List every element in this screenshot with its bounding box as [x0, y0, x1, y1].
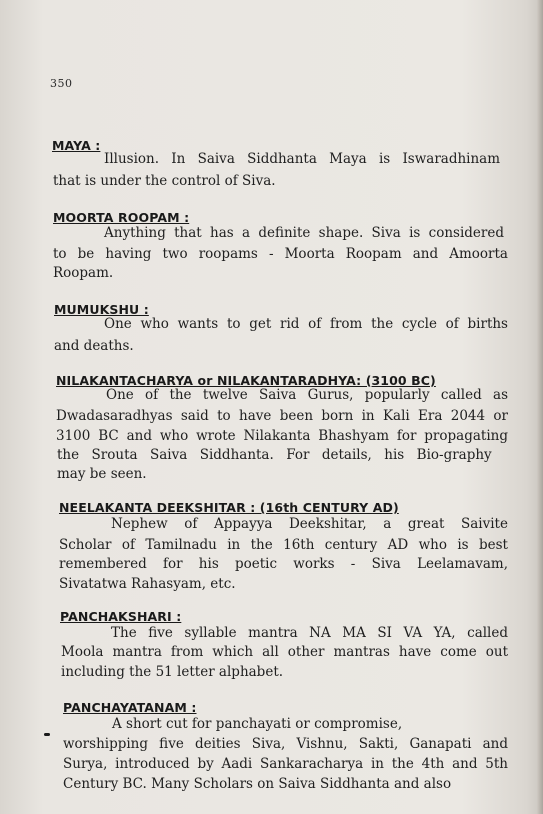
entry-line: Sivatatwa Rahasyam, etc. — [59, 576, 236, 592]
entry-line: to be having two roopams - Moorta Roopam and Amoorta — [53, 246, 508, 262]
ink-mark — [44, 733, 50, 736]
entry-line: Nephew of Appayya Deekshitar, a great Saivite — [111, 516, 508, 532]
entry-line: 3100 BC and who wrote Nilakanta Bhashyam for propagating — [56, 428, 508, 444]
entry-term: PANCHAKSHARI : — [60, 609, 182, 624]
entry-line: Dwadasaradhyas said to have been born in Kali Era 2044 or — [56, 408, 509, 424]
entry-line: Surya, introduced by Aadi Sankaracharya in the 4th and 5th — [63, 756, 508, 772]
entry-line: Roopam. — [53, 265, 114, 281]
entry-term: MOORTA ROOPAM : — [53, 210, 190, 225]
entry-line: A short cut for panchayati or compromise, — [112, 716, 403, 732]
entry-line: The five syllable mantra NA MA SI VA YA, called — [111, 625, 509, 641]
entry-line: worshipping five deities Siva, Vishnu, Sakti, Ganapati and — [63, 736, 509, 752]
entry-line: including the 51 letter alphabet. — [61, 664, 284, 680]
entry-term: MAYA : — [52, 138, 101, 153]
entry-line: remembered for his poetic works - Siva Leelamavam, — [59, 556, 508, 572]
entry-line: Moola mantra from which all other mantras have come out — [61, 644, 508, 660]
entry-term: MUMUKSHU : — [54, 302, 149, 317]
entry-term: PANCHAYATANAM : — [63, 700, 197, 715]
page-edge — [537, 0, 543, 814]
entry-line: Anything that has a definite shape. Siva is considered — [104, 225, 504, 241]
entry-line: One of the twelve Saiva Gurus, popularly called as — [106, 387, 508, 403]
entry-line: Scholar of Tamilnadu in the 16th century AD who is best — [59, 537, 508, 553]
entry-line: that is under the control of Siva. — [53, 173, 276, 189]
entry-term: NILAKANTACHARYA or NILAKANTARADHYA: (3100 BC) — [56, 373, 436, 388]
entry-line: One who wants to get rid of from the cycle of births — [104, 316, 508, 332]
entry-line: the Srouta Saiva Siddhanta. For details, his Bio-graphy — [57, 447, 492, 463]
entry-line: and deaths. — [54, 338, 134, 354]
entry-line: Century BC. Many Scholars on Saiva Siddhanta and also — [63, 776, 452, 792]
page-number: 350 — [50, 77, 73, 90]
entry-line: Illusion. In Saiva Siddhanta Maya is Iswaradhinam — [104, 151, 501, 167]
entry-line: may be seen. — [57, 466, 147, 482]
entry-term: NEELAKANTA DEEKSHITAR : (16th CENTURY AD) — [59, 500, 399, 515]
